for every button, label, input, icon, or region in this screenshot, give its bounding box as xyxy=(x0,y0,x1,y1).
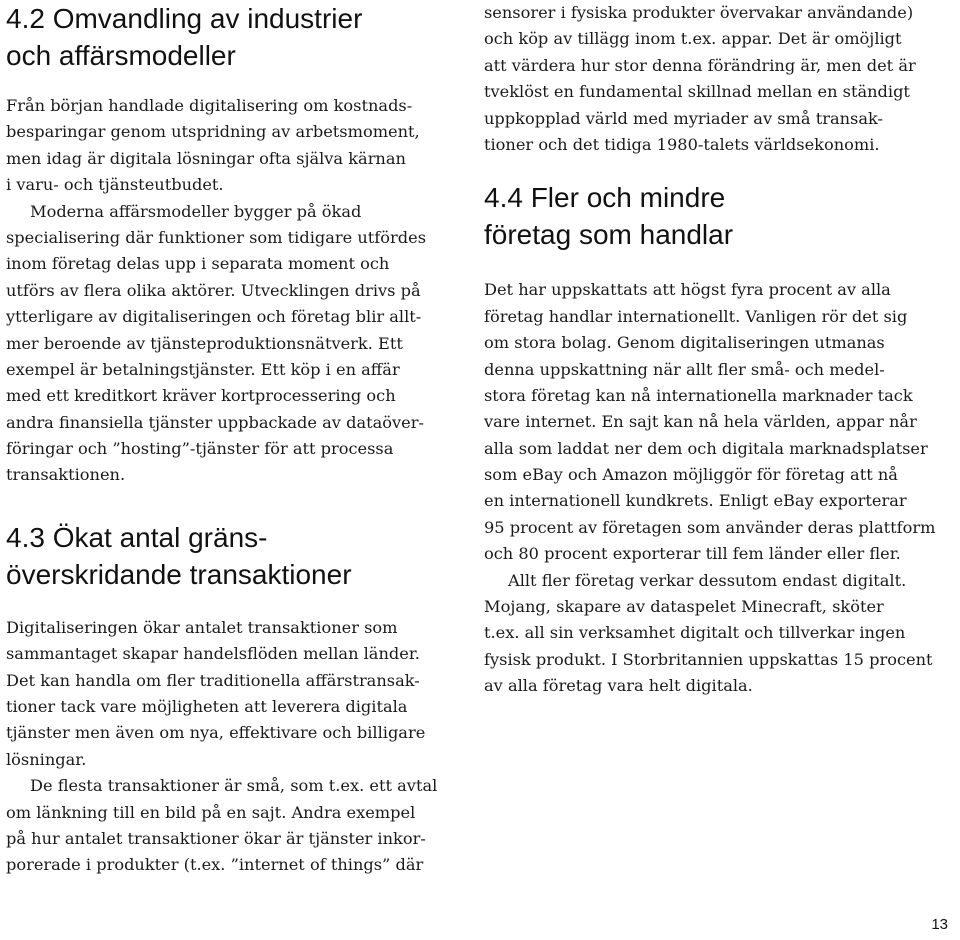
text-line: Digitaliseringen ökar antalet transaktioner som xyxy=(6,617,398,637)
left-column xyxy=(6,0,454,879)
text-line: alla som laddat ner dem och digitala marknadsplatser xyxy=(484,438,928,458)
text-line: tjänster men även om nya, effektivare och billigare xyxy=(6,723,426,743)
text-line: sammantaget skapar handelsflöden mellan länder. xyxy=(6,644,420,664)
section-body-4-3 xyxy=(6,615,454,879)
text-line: denna uppskattning när allt fler små- och medel- xyxy=(484,359,885,379)
heading-line: 4.3 Ökat antal gräns- xyxy=(6,521,268,553)
text-line: vare internet. En sajt kan nå hela världen, appar når xyxy=(484,412,917,432)
text-line: tioner tack vare möjligheten att leverera digitala xyxy=(6,697,408,717)
text-line: De flesta transaktioner är små, som t.ex. ett avtal xyxy=(30,776,438,796)
text-line: Mojang, skapare av dataspelet Minecraft, sköter xyxy=(484,597,884,617)
heading-line: 4.4 Fler och mindre xyxy=(484,182,726,214)
text-line: en internationell kundkrets. Enligt eBay exporterar xyxy=(484,491,907,511)
text-line: uppkopplad värld med myriader av små transak- xyxy=(484,108,883,128)
text-line: 95 procent av företagen som använder deras plattform xyxy=(484,517,936,537)
text-line: Det har uppskattats att högst fyra procent av alla xyxy=(484,280,891,300)
heading-line: och affärsmodeller xyxy=(6,40,236,71)
page-number: 13 xyxy=(931,916,948,933)
section-body-4-4 xyxy=(484,277,934,699)
text-line: om stora bolag. Genom digitaliseringen utmanas xyxy=(484,333,885,353)
text-line: Moderna affärsmodeller bygger på ökad xyxy=(30,201,362,221)
text-line: besparingar genom utspridning av arbetsmoment, xyxy=(6,122,420,142)
text-line: Det kan handla om fler traditionella affärstransak- xyxy=(6,670,420,690)
text-line: som eBay och Amazon möjliggör för företag att nå xyxy=(484,465,898,485)
text-line: Från början handlade digitalisering om kostnads- xyxy=(6,96,413,115)
section-heading-4-4 xyxy=(484,179,934,253)
right-column xyxy=(484,0,934,700)
text-line: och 80 procent exporterar till fem länder eller fler. xyxy=(484,544,901,564)
text-line: transaktionen. xyxy=(6,465,126,485)
text-line: andra finansiella tjänster uppbackade av dataöver- xyxy=(6,412,424,432)
text-line: stora företag kan nå internationella marknader tack xyxy=(484,385,913,405)
text-line: ytterligare av digitaliseringen och företag blir allt- xyxy=(6,307,422,327)
heading-line: 4.2 Omvandling av industrier xyxy=(6,3,363,34)
text-line: fysisk produkt. I Storbritannien uppskattas 15 procent xyxy=(484,649,933,669)
text-line: om länkning till en bild på en sajt. Andra exempel xyxy=(6,802,416,822)
text-line: exempel är betalningstjänster. Ett köp i en affär xyxy=(6,359,400,379)
heading-line: företag som handlar xyxy=(484,219,734,251)
text-line: tveklöst en fundamental skillnad mellan en ständigt xyxy=(484,82,910,102)
text-line: inom företag delas upp i separata moment och xyxy=(6,254,390,274)
text-line: t.ex. all sin verksamhet digitalt och tillverkar ingen xyxy=(484,623,906,643)
text-line: av alla företag vara helt digitala. xyxy=(484,676,753,696)
text-line: med ett kreditkort kräver kortprocessering och xyxy=(6,386,396,406)
continuation-text xyxy=(484,0,934,158)
section-body-4-2 xyxy=(6,93,454,489)
section-heading-4-2 xyxy=(6,0,454,74)
text-line: lösningar. xyxy=(6,749,87,769)
text-line: sensorer i fysiska produkter övervakar användande) xyxy=(484,3,914,22)
text-line: föringar och ”hosting”-tjänster för att processa xyxy=(6,439,394,459)
text-line: specialisering där funktioner som tidigare utfördes xyxy=(6,227,426,247)
text-line: utförs av flera olika aktörer. Utvecklingen drivs på xyxy=(6,280,421,300)
text-line: på hur antalet transaktioner ökar är tjänster inkor- xyxy=(6,828,426,848)
text-line: tioner och det tidiga 1980-talets världsekonomi. xyxy=(484,134,880,154)
text-line: att värdera hur stor denna förändring är, men det är xyxy=(484,55,916,75)
text-line: i varu- och tjänsteutbudet. xyxy=(6,175,224,195)
text-line: och köp av tillägg inom t.ex. appar. Det är omöjligt xyxy=(484,29,902,49)
text-line: mer beroende av tjänsteproduktionsnätverk. Ett xyxy=(6,333,403,353)
text-line: men idag är digitala lösningar ofta själva kärnan xyxy=(6,148,406,168)
text-line: Allt fler företag verkar dessutom endast digitalt. xyxy=(508,570,907,590)
section-heading-4-3 xyxy=(6,519,454,593)
text-line: porerade i produkter (t.ex. ”internet of things” där xyxy=(6,855,424,875)
text-line: företag handlar internationellt. Vanligen rör det sig xyxy=(484,306,908,326)
heading-line: överskridande transaktioner xyxy=(6,558,352,590)
